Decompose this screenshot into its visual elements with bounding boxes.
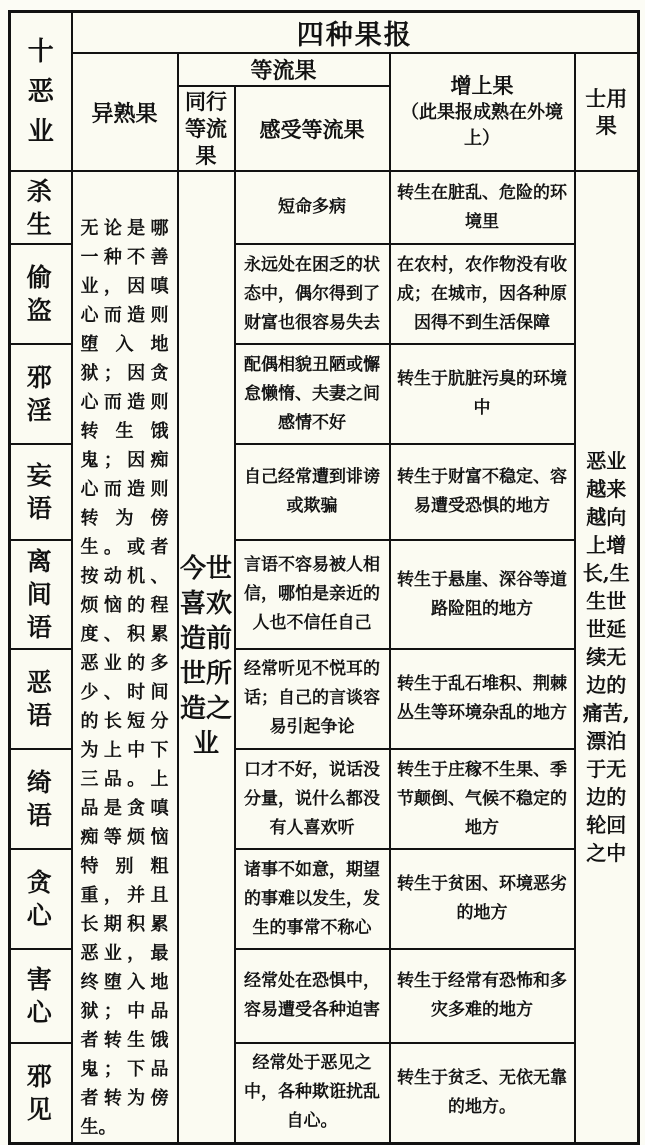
row-label-qiyu: 绮语 <box>10 749 72 849</box>
row-label-haixin: 害心 <box>10 949 72 1043</box>
yishuguo-merged-cell: 无论是哪一种不善业，因嗔心而造则堕入地狱；因贪心而造则转生饿鬼；因痴心而造则转为傍生。或者按动机、烦恼的程度、积累恶业的多少、时间的长短分为上中下三品。上品是贪嗔痴等烦恼特别粗重，并且长期积累恶业，最终堕入地狱；中品者转生饿鬼；下品者转为傍生。 <box>72 171 178 1144</box>
row-label-lijianyu: 离间语 <box>10 540 72 649</box>
row-label-xieyin: 邪淫 <box>10 344 72 444</box>
shiyongguo-merged-cell: 恶业越来越向上增长,生生世世延续无边的痛苦,漂泊于无边的轮回之中 <box>575 171 639 1144</box>
tongxing-merged-cell: 今世喜欢造前世所造之业 <box>178 171 235 1144</box>
ganshou-cell: 言语不容易被人相信，哪怕是亲近的人也不信任自己 <box>235 540 390 649</box>
col-header-yishuguo: 异熟果 <box>72 53 178 171</box>
row-label-xiejian: 邪见 <box>10 1043 72 1144</box>
ganshou-cell: 经常处于恶见之中，各种欺诳扰乱自心。 <box>235 1043 390 1144</box>
col-header-ganshou-dengliuguo: 感受等流果 <box>235 86 390 171</box>
zengshang-cell: 转生于乱石堆积、荆棘丛生等环境杂乱的地方 <box>390 649 575 749</box>
zengshang-cell: 在农村，农作物没有收成；在城市，因各种原因得不到生活保障 <box>390 244 575 344</box>
zengshang-cell: 转生在脏乱、危险的环境里 <box>390 171 575 244</box>
col-header-tongxing-dengliuguo: 同行等流果 <box>178 86 235 171</box>
row-label-shasheng: 杀生 <box>10 171 72 244</box>
col-header-zengshangguo <box>390 53 575 171</box>
zengshangguo-note: （此果报成熟在外境上） <box>401 102 563 149</box>
zengshang-cell: 转生于财富不稳定、容易遭受恐惧的地方 <box>390 444 575 540</box>
ganshou-cell: 经常听见不悦耳的话；自己的言谈容易引起争论 <box>235 649 390 749</box>
ganshou-cell: 诸事不如意，期望的事难以发生，发生的事常不称心 <box>235 849 390 949</box>
ganshou-cell: 配偶相貌丑陋或懈怠懒惰、夫妻之间感情不好 <box>235 344 390 444</box>
zengshang-cell: 转生于庄稼不生果、季节颠倒、气候不稳定的地方 <box>390 749 575 849</box>
ten-evil-deeds-label: 十恶业 <box>27 36 54 147</box>
karma-results-table <box>8 10 640 1145</box>
ganshou-cell: 永远处在困乏的状态中，偶尔得到了财富也很容易失去 <box>235 244 390 344</box>
row-label-toudao: 偷盗 <box>10 244 72 344</box>
ganshou-cell: 口才不好，说话没分量，说什么都没有人喜欢听 <box>235 749 390 849</box>
row-label-tanxin: 贪心 <box>10 849 72 949</box>
col-header-shiyongguo: 士用果 <box>575 53 639 171</box>
col-header-ten-evil-deeds <box>10 12 72 172</box>
ganshou-cell: 自己经常遭到诽谤或欺骗 <box>235 444 390 540</box>
col-header-dengliuguo: 等流果 <box>178 53 390 86</box>
zengshang-cell: 转生于贫乏、无依无靠的地方。 <box>390 1043 575 1144</box>
table-title: 四种果报 <box>72 12 639 54</box>
zengshang-cell: 转生于经常有恐怖和多灾多难的地方 <box>390 949 575 1043</box>
zengshangguo-label: 增上果 <box>450 73 514 98</box>
row-label-eyu: 恶语 <box>10 649 72 749</box>
zengshang-cell: 转生于肮脏污臭的环境中 <box>390 344 575 444</box>
zengshang-cell: 转生于悬崖、深谷等道路险阻的地方 <box>390 540 575 649</box>
row-label-wangyu: 妄语 <box>10 444 72 540</box>
ganshou-cell: 短命多病 <box>235 171 390 244</box>
ganshou-cell: 经常处在恐惧中，容易遭受各种迫害 <box>235 949 390 1043</box>
zengshang-cell: 转生于贫困、环境恶劣的地方 <box>390 849 575 949</box>
